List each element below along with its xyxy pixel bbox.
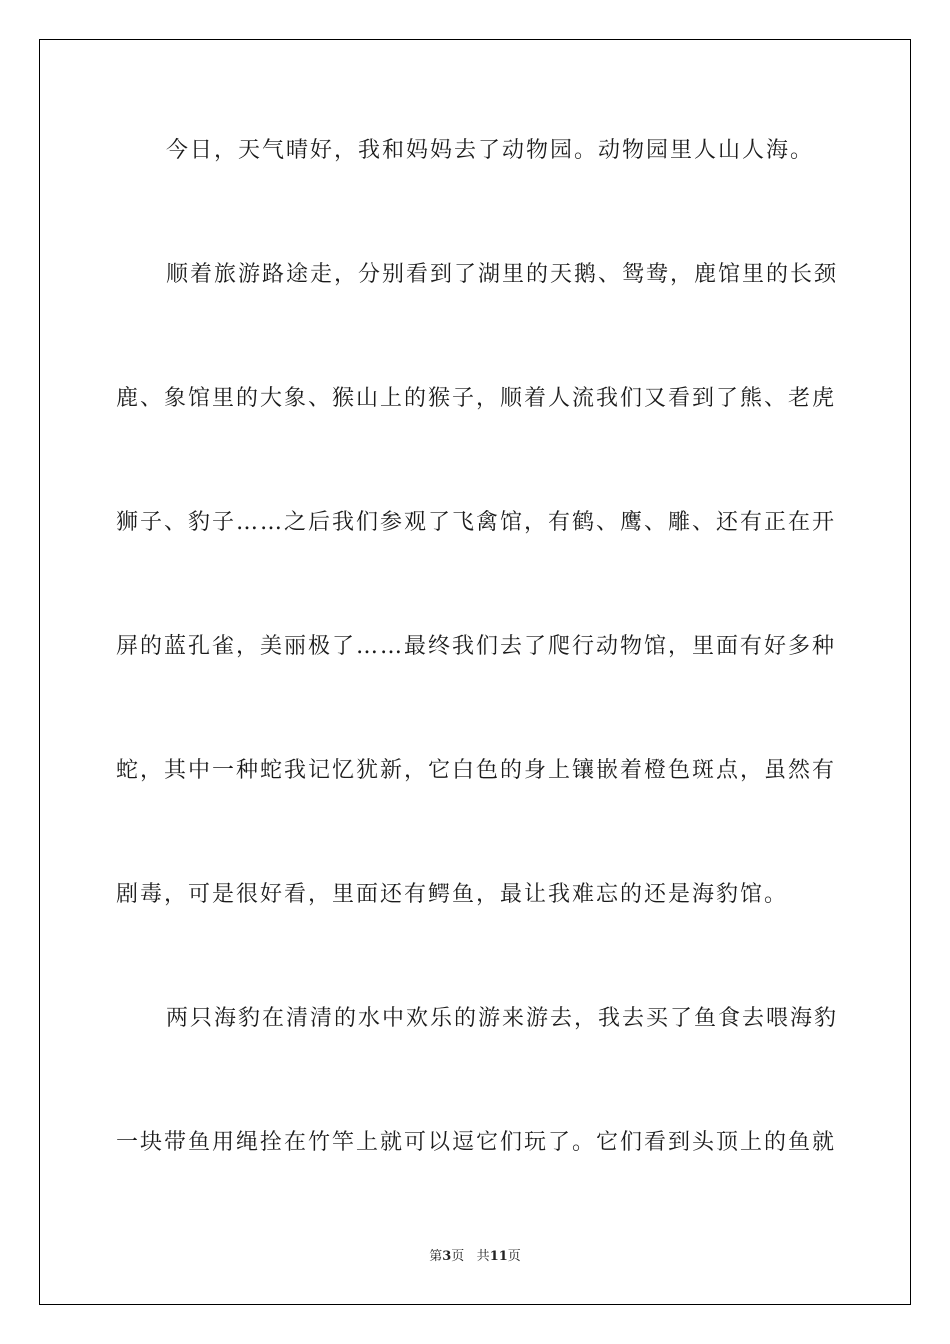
total-suffix: 页 xyxy=(507,1249,521,1264)
page-footer xyxy=(0,1248,950,1266)
text-line-6: 蛇，其中一种蛇我记忆犹新，它白色的身上镶嵌着橙色斑点，虽然有 xyxy=(116,758,837,783)
text-line-4: 狮子、豹子……之后我们参观了飞禽馆，有鹤、鹰、雕、还有正在开 xyxy=(116,510,837,535)
text-line-7: 剧毒，可是很好看，里面还有鳄鱼，最让我难忘的还是海豹馆。 xyxy=(116,882,789,907)
total-prefix: 共 xyxy=(476,1249,490,1264)
page-prefix: 第 xyxy=(429,1249,443,1264)
page-border xyxy=(39,39,911,1305)
page-number: 3 xyxy=(442,1249,452,1264)
text-line-9: 一块带鱼用绳拴在竹竿上就可以逗它们玩了。它们看到头顶上的鱼就 xyxy=(116,1130,837,1155)
text-line-1: 今日，天气晴好，我和妈妈去了动物园。动物园里人山人海。 xyxy=(166,138,815,163)
total-pages: 11 xyxy=(489,1249,508,1264)
text-line-8: 两只海豹在清清的水中欢乐的游来游去，我去买了鱼食去喂海豹 xyxy=(166,1006,839,1031)
text-line-5: 屏的蓝孔雀，美丽极了……最终我们去了爬行动物馆，里面有好多种 xyxy=(116,634,837,659)
text-line-2: 顺着旅游路途走，分别看到了湖里的天鹅、鸳鸯，鹿馆里的长颈 xyxy=(166,262,839,287)
text-line-3: 鹿、象馆里的大象、猴山上的猴子，顺着人流我们又看到了熊、老虎 xyxy=(116,386,837,411)
page-suffix: 页 xyxy=(451,1249,465,1264)
